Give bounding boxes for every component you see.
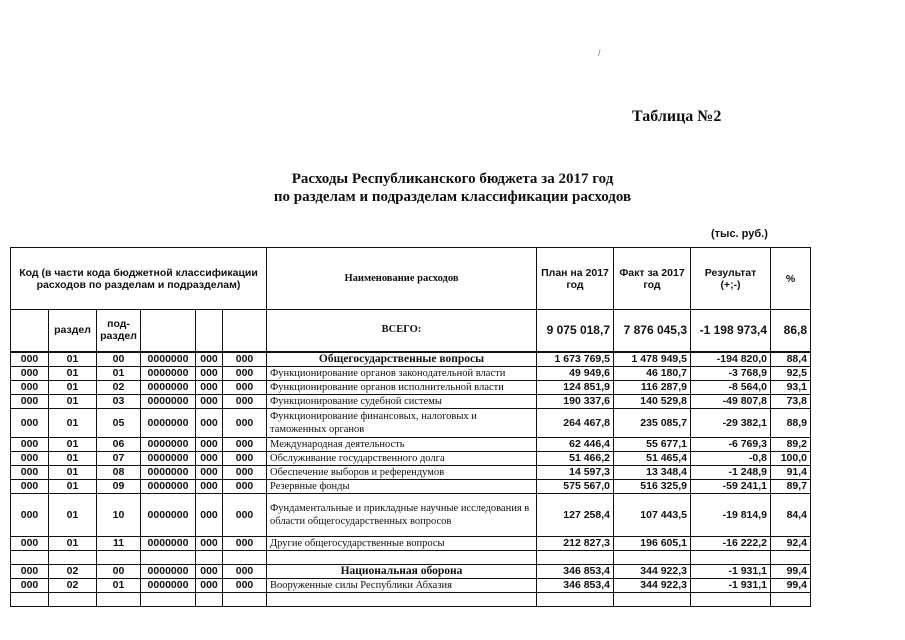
value-plan bbox=[537, 550, 614, 564]
code-subsection: 07 bbox=[97, 451, 141, 465]
code-program: 000 bbox=[11, 408, 49, 437]
header-code bbox=[11, 248, 267, 310]
code-kosgu: 000 bbox=[223, 451, 267, 465]
code-subsection: 09 bbox=[97, 479, 141, 493]
value-percent bbox=[771, 592, 811, 606]
value-percent: 73,8 bbox=[771, 394, 811, 408]
total-row bbox=[11, 310, 811, 352]
code-type: 000 bbox=[196, 408, 223, 437]
value-plan: 49 949,6 bbox=[537, 366, 614, 380]
value-percent: 88,9 bbox=[771, 408, 811, 437]
code-kosgu: 000 bbox=[223, 479, 267, 493]
code-section: 01 bbox=[49, 380, 97, 394]
header-subsection: под-раздел bbox=[97, 310, 141, 352]
value-percent: 99,4 bbox=[771, 564, 811, 578]
code-program bbox=[11, 550, 49, 564]
value-result: -1 931,1 bbox=[691, 564, 771, 578]
value-percent: 89,2 bbox=[771, 437, 811, 451]
sub-header-empty bbox=[141, 310, 196, 352]
value-fact: 13 348,4 bbox=[614, 465, 691, 479]
value-plan: 212 827,3 bbox=[537, 536, 614, 550]
value-result bbox=[691, 592, 771, 606]
expense-name: Фундаментальные и прикладные научные исследования в области общегосударственных вопросов bbox=[267, 493, 537, 536]
total-plan: 9 075 018,7 bbox=[537, 310, 614, 352]
value-plan: 51 466,2 bbox=[537, 451, 614, 465]
code-subsection: 08 bbox=[97, 465, 141, 479]
value-fact: 196 605,1 bbox=[614, 536, 691, 550]
total-percent: 86,8 bbox=[771, 310, 811, 352]
code-kosgu: 000 bbox=[223, 394, 267, 408]
code-kosgu bbox=[223, 550, 267, 564]
code-type: 000 bbox=[196, 536, 223, 550]
budget-table bbox=[10, 247, 811, 607]
sub-header-empty bbox=[223, 310, 267, 352]
code-section: 01 bbox=[49, 352, 97, 367]
code-section: 01 bbox=[49, 536, 97, 550]
code-section: 01 bbox=[49, 451, 97, 465]
value-plan: 127 258,4 bbox=[537, 493, 614, 536]
value-percent: 84,4 bbox=[771, 493, 811, 536]
value-result: -6 769,3 bbox=[691, 437, 771, 451]
code-target: 0000000 bbox=[141, 380, 196, 394]
header-code-text: Код (в части кода бюджетной классификации расходов по разделам и подразделам) bbox=[19, 266, 258, 291]
value-plan: 346 853,4 bbox=[537, 578, 614, 592]
value-fact: 344 922,3 bbox=[614, 578, 691, 592]
table-row bbox=[11, 493, 811, 536]
header-section: раздел bbox=[49, 310, 97, 352]
expense-name: Международная деятельность bbox=[267, 437, 537, 451]
code-type: 000 bbox=[196, 479, 223, 493]
code-subsection: 11 bbox=[97, 536, 141, 550]
table-row bbox=[11, 578, 811, 592]
value-fact: 344 922,3 bbox=[614, 564, 691, 578]
value-result: -1 248,9 bbox=[691, 465, 771, 479]
expense-name: Другие общегосударственные вопросы bbox=[267, 536, 537, 550]
code-kosgu bbox=[223, 592, 267, 606]
code-program: 000 bbox=[11, 451, 49, 465]
code-kosgu: 000 bbox=[223, 366, 267, 380]
value-fact bbox=[614, 550, 691, 564]
total-result: -1 198 973,4 bbox=[691, 310, 771, 352]
code-target: 0000000 bbox=[141, 465, 196, 479]
code-target: 0000000 bbox=[141, 536, 196, 550]
code-type: 000 bbox=[196, 578, 223, 592]
value-result: -0,8 bbox=[691, 451, 771, 465]
code-type: 000 bbox=[196, 437, 223, 451]
header-name-text: Наименование расходов bbox=[344, 272, 459, 284]
value-fact: 46 180,7 bbox=[614, 366, 691, 380]
value-result: -19 814,9 bbox=[691, 493, 771, 536]
value-plan bbox=[537, 592, 614, 606]
total-label: ВСЕГО: bbox=[267, 310, 537, 352]
code-target: 0000000 bbox=[141, 408, 196, 437]
value-fact: 107 443,5 bbox=[614, 493, 691, 536]
value-percent: 93,1 bbox=[771, 380, 811, 394]
code-type: 000 bbox=[196, 394, 223, 408]
value-plan: 575 567,0 bbox=[537, 479, 614, 493]
code-subsection: 05 bbox=[97, 408, 141, 437]
table-row bbox=[11, 536, 811, 550]
value-plan: 264 467,8 bbox=[537, 408, 614, 437]
table-row bbox=[11, 465, 811, 479]
code-subsection: 01 bbox=[97, 578, 141, 592]
code-type: 000 bbox=[196, 380, 223, 394]
value-result: -194 820,0 bbox=[691, 352, 771, 367]
code-kosgu: 000 bbox=[223, 536, 267, 550]
value-fact: 235 085,7 bbox=[614, 408, 691, 437]
value-result: -8 564,0 bbox=[691, 380, 771, 394]
code-section: 01 bbox=[49, 493, 97, 536]
value-fact: 51 465,4 bbox=[614, 451, 691, 465]
value-fact: 116 287,9 bbox=[614, 380, 691, 394]
value-result: -59 241,1 bbox=[691, 479, 771, 493]
expense-name: Обеспечение выборов и референдумов bbox=[267, 465, 537, 479]
value-percent: 99,4 bbox=[771, 578, 811, 592]
value-percent: 91,4 bbox=[771, 465, 811, 479]
code-subsection bbox=[97, 550, 141, 564]
code-kosgu: 000 bbox=[223, 380, 267, 394]
document-title: Расходы Республиканского бюджета за 2017 год bbox=[291, 171, 614, 187]
units-label: (тыс. руб.) bbox=[711, 228, 768, 240]
header-row bbox=[11, 248, 811, 310]
value-result: -3 768,9 bbox=[691, 366, 771, 380]
code-kosgu: 000 bbox=[223, 408, 267, 437]
empty-row bbox=[11, 550, 811, 564]
header-result: Результат (+;-) bbox=[691, 248, 771, 310]
code-section bbox=[49, 592, 97, 606]
code-target bbox=[141, 592, 196, 606]
value-fact: 140 529,8 bbox=[614, 394, 691, 408]
value-percent: 88,4 bbox=[771, 352, 811, 367]
table-row bbox=[11, 394, 811, 408]
value-fact: 516 325,9 bbox=[614, 479, 691, 493]
value-plan: 14 597,3 bbox=[537, 465, 614, 479]
code-subsection: 01 bbox=[97, 366, 141, 380]
code-section: 01 bbox=[49, 394, 97, 408]
code-section: 02 bbox=[49, 564, 97, 578]
code-target: 0000000 bbox=[141, 394, 196, 408]
code-kosgu: 000 bbox=[223, 564, 267, 578]
code-target: 0000000 bbox=[141, 366, 196, 380]
table-number: Таблица №2 bbox=[632, 108, 722, 125]
empty-row bbox=[11, 592, 811, 606]
code-type bbox=[196, 592, 223, 606]
code-subsection: 00 bbox=[97, 352, 141, 367]
stray-pen-mark: / bbox=[598, 48, 601, 58]
header-percent: % bbox=[771, 248, 811, 310]
code-kosgu: 000 bbox=[223, 578, 267, 592]
value-fact: 1 478 949,5 bbox=[614, 352, 691, 367]
expense-name: Общегосударственные вопросы bbox=[267, 352, 537, 367]
value-percent: 89,7 bbox=[771, 479, 811, 493]
value-plan: 1 673 769,5 bbox=[537, 352, 614, 367]
code-target: 0000000 bbox=[141, 564, 196, 578]
code-kosgu: 000 bbox=[223, 437, 267, 451]
code-program: 000 bbox=[11, 465, 49, 479]
value-plan: 124 851,9 bbox=[537, 380, 614, 394]
expense-name: Функционирование судебной системы bbox=[267, 394, 537, 408]
table-row bbox=[11, 352, 811, 367]
code-program bbox=[11, 592, 49, 606]
code-type: 000 bbox=[196, 465, 223, 479]
table-row bbox=[11, 479, 811, 493]
code-section: 02 bbox=[49, 578, 97, 592]
table-row bbox=[11, 437, 811, 451]
code-target: 0000000 bbox=[141, 451, 196, 465]
expense-name: Функционирование органов исполнительной власти bbox=[267, 380, 537, 394]
code-program: 000 bbox=[11, 380, 49, 394]
table-row bbox=[11, 564, 811, 578]
expense-name: Национальная оборона bbox=[267, 564, 537, 578]
value-fact bbox=[614, 592, 691, 606]
code-program: 000 bbox=[11, 394, 49, 408]
value-percent bbox=[771, 550, 811, 564]
table-row bbox=[11, 366, 811, 380]
code-section: 01 bbox=[49, 366, 97, 380]
table-row bbox=[11, 380, 811, 394]
value-plan: 62 446,4 bbox=[537, 437, 614, 451]
code-kosgu: 000 bbox=[223, 465, 267, 479]
value-result bbox=[691, 550, 771, 564]
code-kosgu: 000 bbox=[223, 493, 267, 536]
code-target: 0000000 bbox=[141, 352, 196, 367]
sub-header-empty bbox=[11, 310, 49, 352]
value-percent: 100,0 bbox=[771, 451, 811, 465]
table-row bbox=[11, 408, 811, 437]
expense-name: Функционирование финансовых, налоговых и таможенных органов bbox=[267, 408, 537, 437]
code-subsection: 00 bbox=[97, 564, 141, 578]
code-subsection: 02 bbox=[97, 380, 141, 394]
value-plan: 190 337,6 bbox=[537, 394, 614, 408]
code-type: 000 bbox=[196, 366, 223, 380]
code-kosgu: 000 bbox=[223, 352, 267, 367]
expense-name bbox=[267, 592, 537, 606]
code-subsection: 03 bbox=[97, 394, 141, 408]
value-result: -16 222,2 bbox=[691, 536, 771, 550]
value-result: -29 382,1 bbox=[691, 408, 771, 437]
code-type: 000 bbox=[196, 352, 223, 367]
header-name bbox=[267, 248, 537, 310]
code-target bbox=[141, 550, 196, 564]
code-program: 000 bbox=[11, 366, 49, 380]
code-program: 000 bbox=[11, 493, 49, 536]
code-subsection: 06 bbox=[97, 437, 141, 451]
expense-name: Функционирование органов законодательной власти bbox=[267, 366, 537, 380]
code-program: 000 bbox=[11, 536, 49, 550]
code-target: 0000000 bbox=[141, 479, 196, 493]
code-program: 000 bbox=[11, 437, 49, 451]
value-plan: 346 853,4 bbox=[537, 564, 614, 578]
code-target: 0000000 bbox=[141, 437, 196, 451]
value-percent: 92,5 bbox=[771, 366, 811, 380]
sub-header-empty bbox=[196, 310, 223, 352]
code-section: 01 bbox=[49, 437, 97, 451]
table-row bbox=[11, 451, 811, 465]
expense-name bbox=[267, 550, 537, 564]
code-subsection: 10 bbox=[97, 493, 141, 536]
value-result: -1 931,1 bbox=[691, 578, 771, 592]
value-fact: 55 677,1 bbox=[614, 437, 691, 451]
code-type: 000 bbox=[196, 564, 223, 578]
value-percent: 92,4 bbox=[771, 536, 811, 550]
code-subsection bbox=[97, 592, 141, 606]
code-program: 000 bbox=[11, 479, 49, 493]
code-type bbox=[196, 550, 223, 564]
value-result: -49 807,8 bbox=[691, 394, 771, 408]
code-program: 000 bbox=[11, 578, 49, 592]
document-subtitle: по разделам и подразделам классификации расходов bbox=[273, 189, 632, 205]
code-section bbox=[49, 550, 97, 564]
code-target: 0000000 bbox=[141, 578, 196, 592]
code-type: 000 bbox=[196, 493, 223, 536]
header-fact: Факт за 2017 год bbox=[614, 248, 691, 310]
code-section: 01 bbox=[49, 408, 97, 437]
code-program: 000 bbox=[11, 352, 49, 367]
code-section: 01 bbox=[49, 479, 97, 493]
header-plan: План на 2017 год bbox=[537, 248, 614, 310]
total-fact: 7 876 045,3 bbox=[614, 310, 691, 352]
code-section: 01 bbox=[49, 465, 97, 479]
code-program: 000 bbox=[11, 564, 49, 578]
code-type: 000 bbox=[196, 451, 223, 465]
code-target: 0000000 bbox=[141, 493, 196, 536]
expense-name: Обслуживание государственного долга bbox=[267, 451, 537, 465]
expense-name: Вооруженные силы Республики Абхазия bbox=[267, 578, 537, 592]
expense-name: Резервные фонды bbox=[267, 479, 537, 493]
